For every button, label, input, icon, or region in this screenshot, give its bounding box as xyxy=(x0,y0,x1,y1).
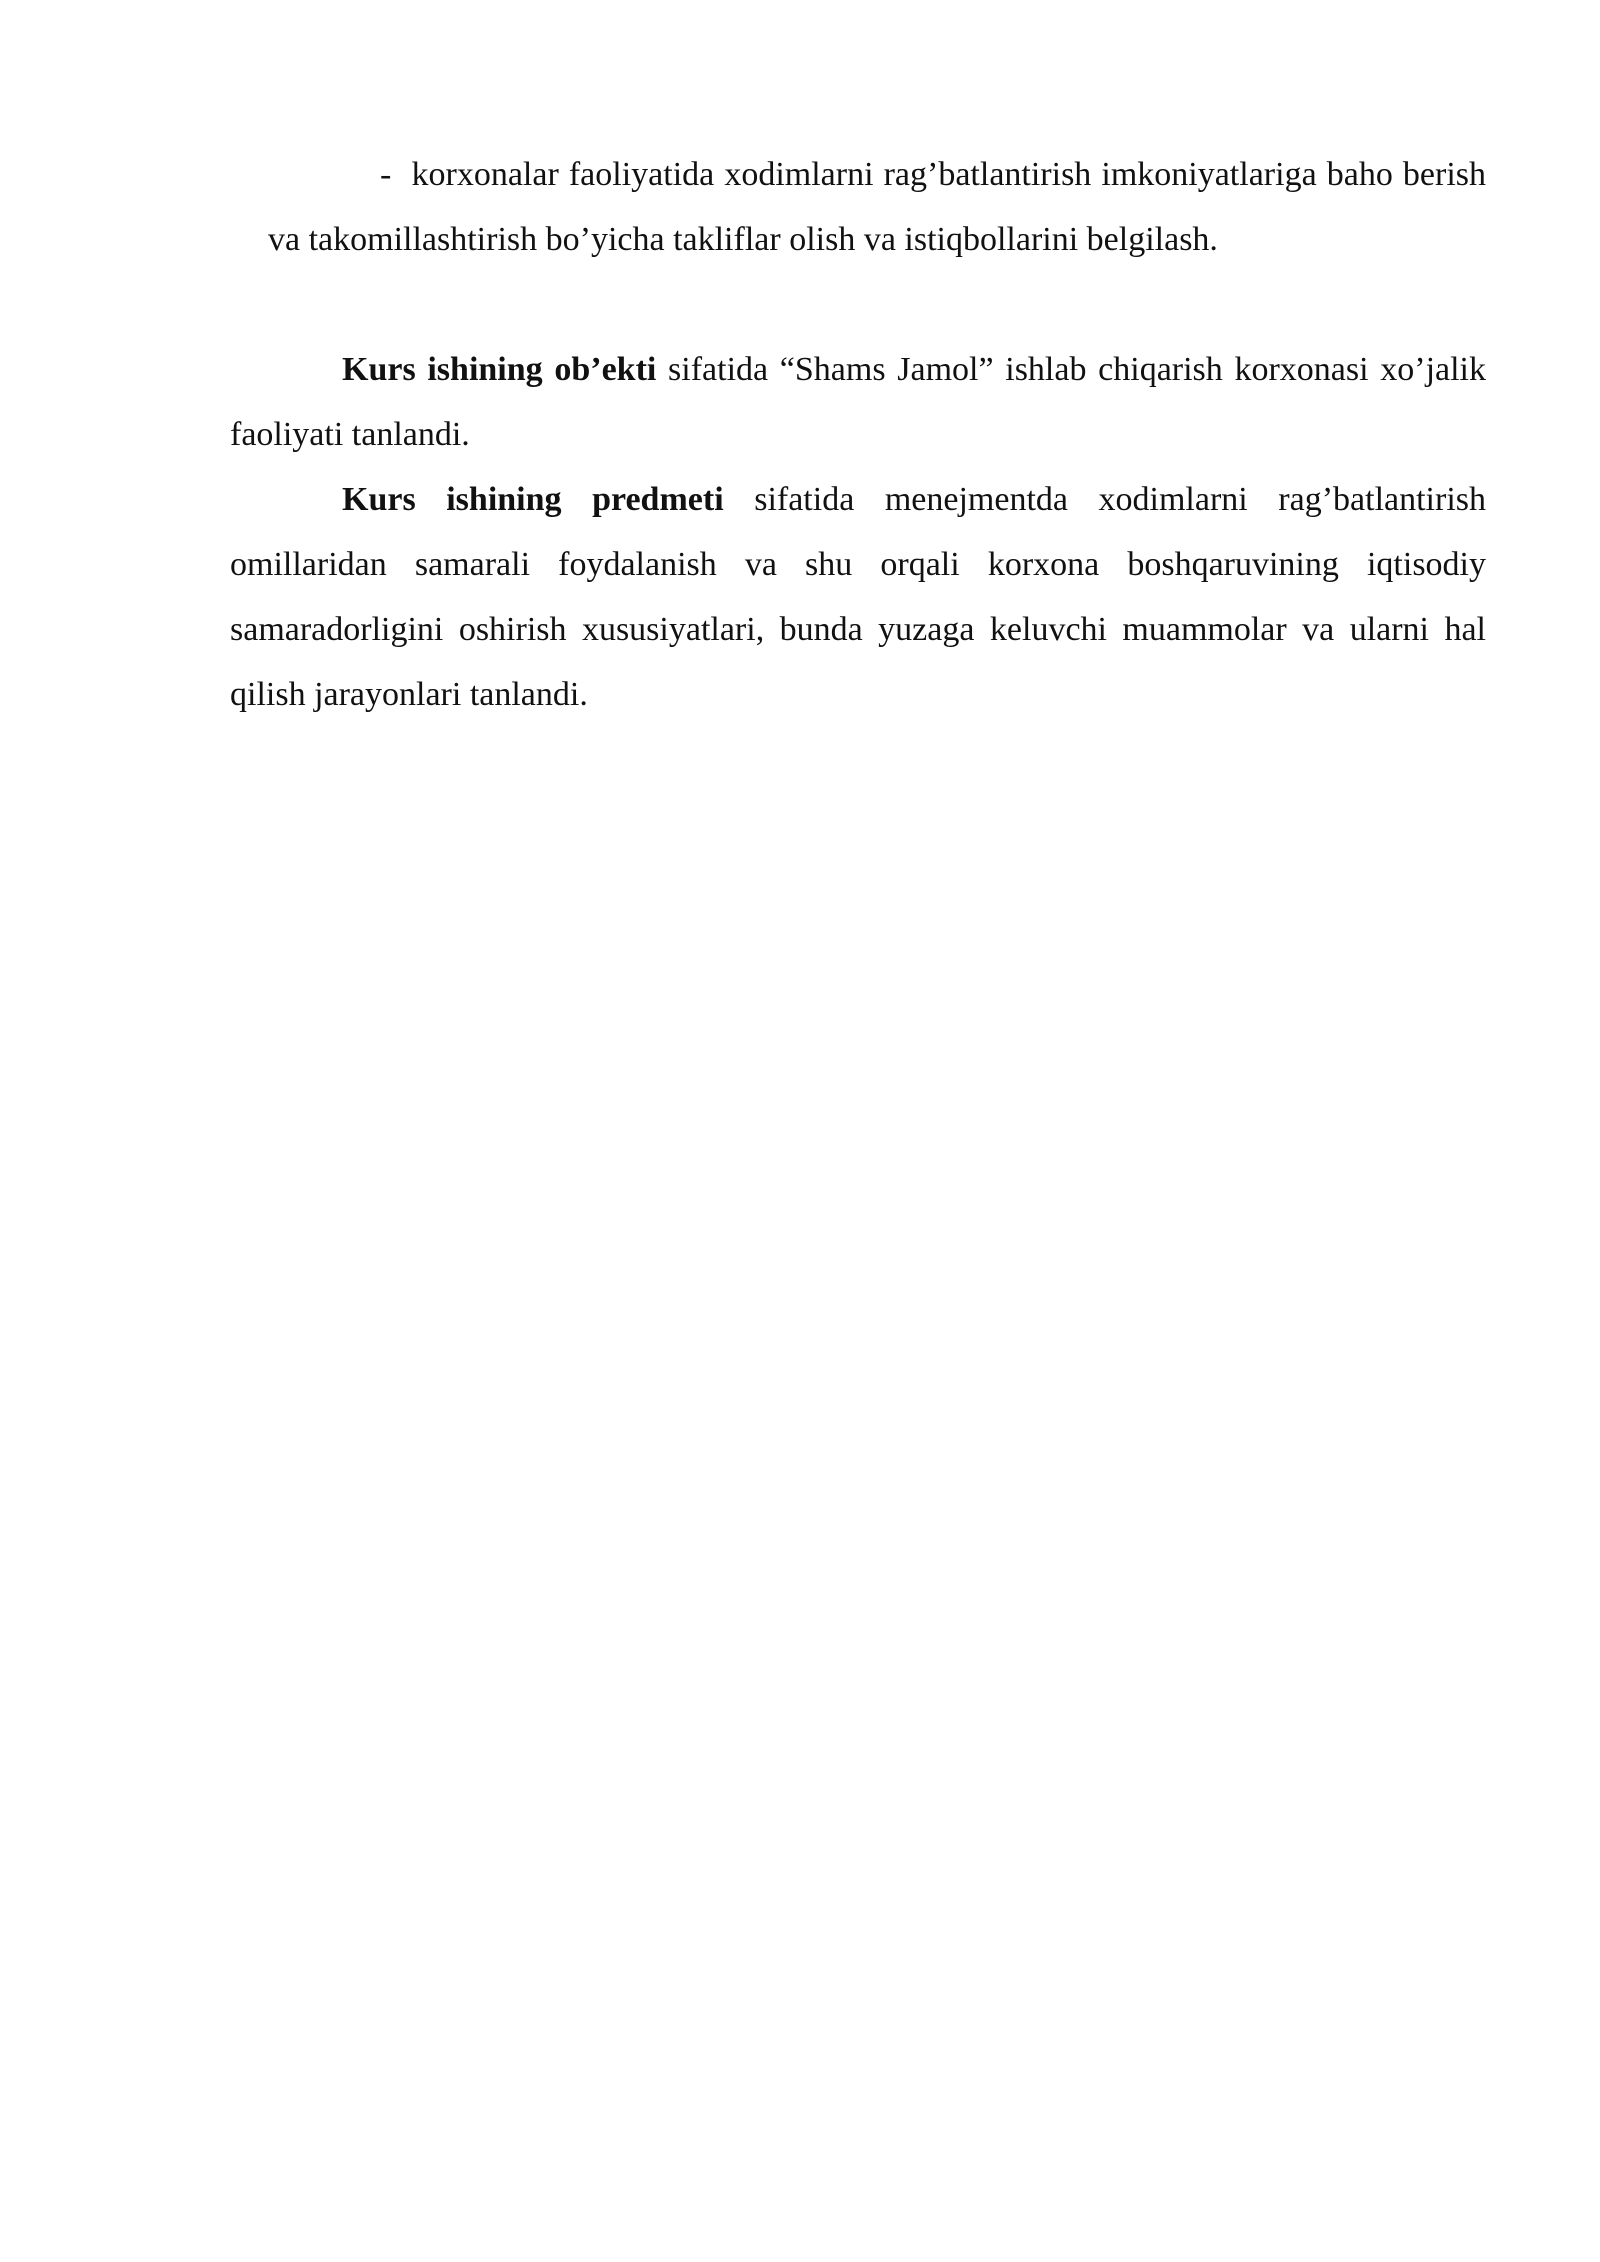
bullet-marker: - xyxy=(380,156,392,193)
object-paragraph xyxy=(230,337,1486,467)
object-text: sifatida “Shams Jamol” ishlab chiqarish korxonasi xo’jalik faoliyati tanlandi. xyxy=(230,351,1486,453)
subject-text: sifatida menejmentda xodimlarni rag’batlantirish omillaridan samarali foydalanish va shu orqali korxona boshqaruvining iqtisodiy samaradorligini oshirish xususiyatlari, bunda yuzaga keluvchi muammolar va ularni hal qilish jarayonlari tanlandi. xyxy=(230,481,1486,713)
subject-paragraph xyxy=(230,467,1486,727)
object-lead: Kurs ishining ob’ekti xyxy=(342,351,657,388)
bullet-text: korxonalar faoliyatida xodimlarni rag’batlantirish imkoniyatlariga baho berish va takomillashtirish bo’yicha takliflar olish va istiqbollarini belgilash. xyxy=(268,156,1486,258)
subject-lead: Kurs ishining predmeti xyxy=(342,481,724,518)
bullet-paragraph xyxy=(268,142,1486,272)
